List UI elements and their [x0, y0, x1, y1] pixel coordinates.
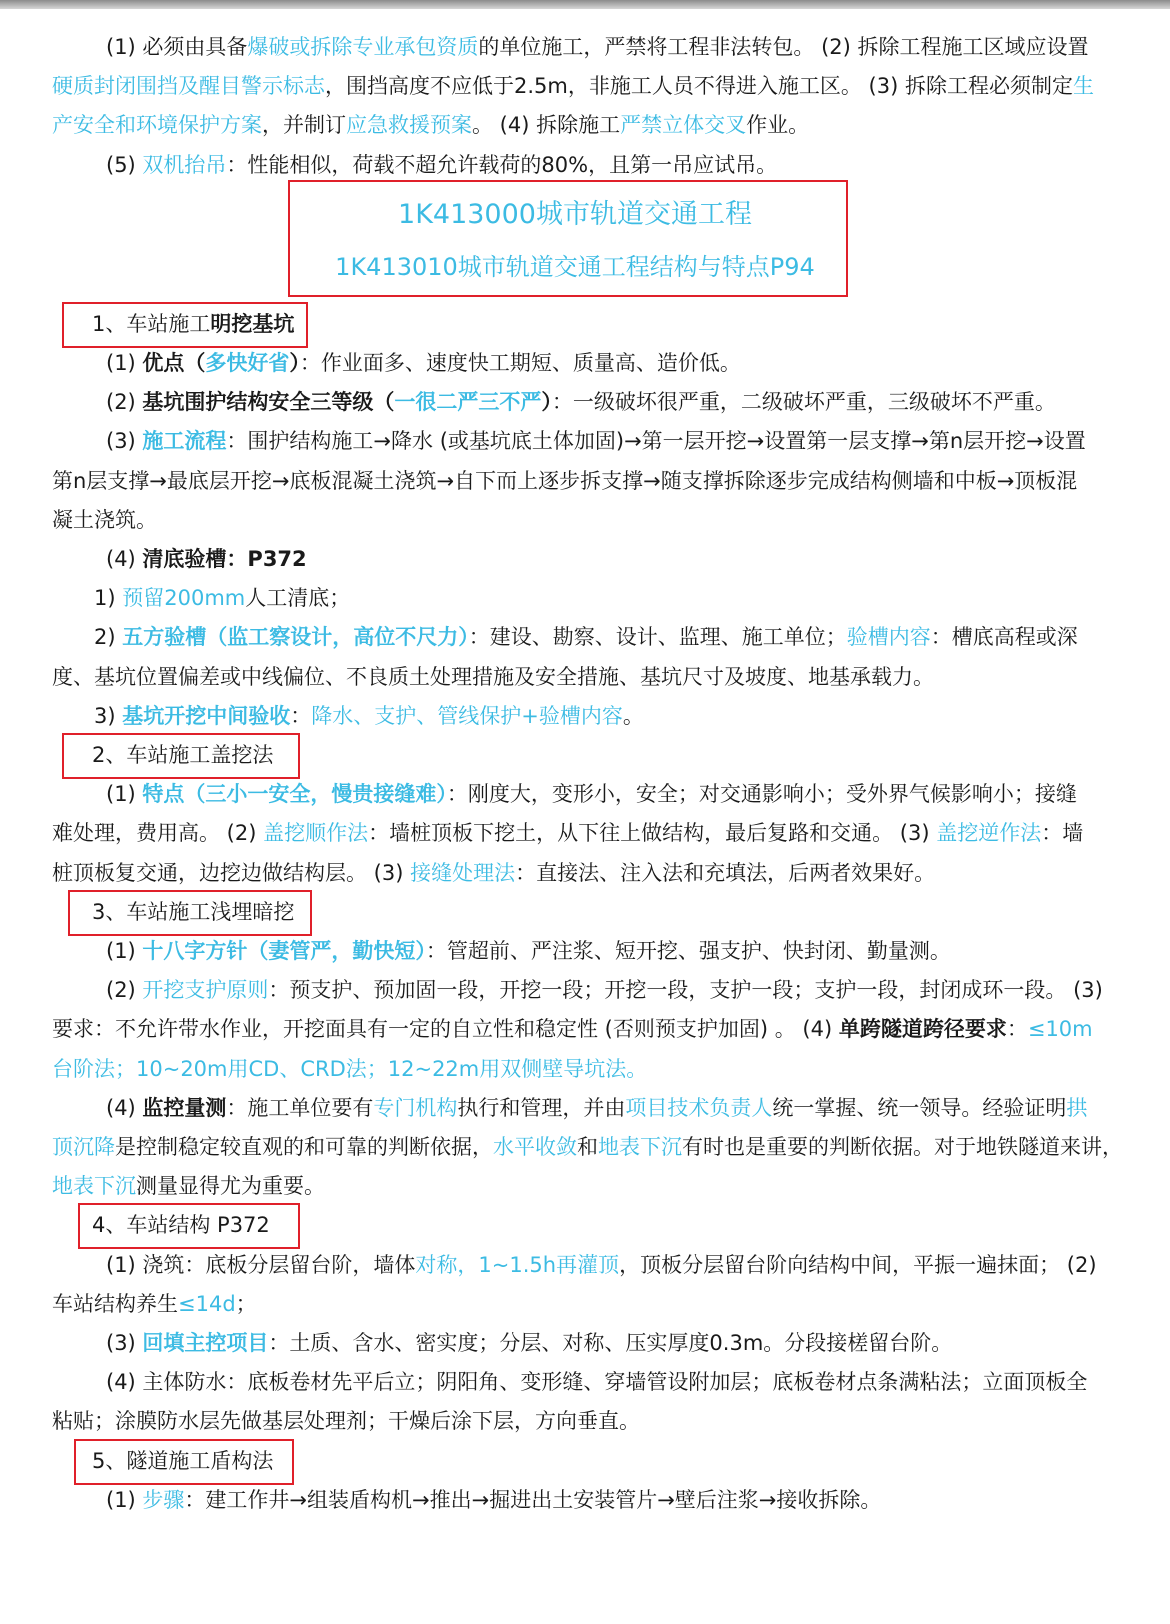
heading-4: 4、车站结构 P372	[52, 1206, 1098, 1245]
paragraph-line: 第n层支撑→最底层开挖→底板混凝土浇筑→自下而上逐步拆支撑→随支撑拆除逐步完成结构侧墙和中板→顶板混	[52, 468, 1078, 493]
paragraph-line: 车站结构养生≤14d；	[52, 1291, 257, 1316]
paragraph-line: (1) 浇筑：底板分层留台阶，墙体对称，1~1.5h再灌顶，顶板分层留台阶向结构中间，平振一遍抹面； (2)	[106, 1252, 1097, 1277]
heading-5: 5、隧道施工盾构法	[52, 1442, 1098, 1481]
paragraph-line: 2) 五方验槽（监工察设计，高位不尺力）：建设、勘察、设计、监理、施工单位；验槽内容：槽底高程或深	[94, 625, 1078, 650]
paragraph-line: 3) 基坑开挖中间验收：降水、支护、管线保护+验槽内容。	[94, 703, 644, 728]
paragraph-line: (2) 开挖支护原则：预支护、预加固一段，开挖一段；开挖一段，支护一段；支护一段，封闭成环一段。 (3)	[106, 978, 1103, 1003]
paragraph-line: (4) 清底验槽：P372	[106, 547, 307, 572]
paragraph-line: (3) 回填主控项目：土质、含水、密实度；分层、对称、压实厚度0.3m。分段接槎留台阶。	[106, 1331, 953, 1356]
document-page	[52, 28, 1123, 1520]
heading-1: 1、车站施工明挖基坑	[52, 305, 1098, 344]
paragraph-line: (4) 主体防水：底板卷材先平后立；阴阳角、变形缝、穿墙管设附加层；底板卷材点条满粘法；立面顶板全	[106, 1370, 1088, 1395]
paragraph-line: (1) 十八字方针（妻管严，勤快短）：管超前、严注浆、短开挖、强支护、快封闭、勤量测。	[106, 939, 951, 964]
paragraph-line: (4) 监控量测：施工单位要有专门机构执行和管理，并由项目技术负责人统一掌握、统一领导。经验证明拱	[106, 1095, 1088, 1120]
paragraph-line: (1) 步骤：建工作井→组装盾构机→推出→掘进出土安装管片→壁后注浆→接收拆除。	[106, 1487, 882, 1512]
paragraph-line: (1) 必须由具备爆破或拆除专业承包资质的单位施工，严禁将工程非法转包。 (2) 拆除工程施工区域应设置	[106, 35, 1089, 59]
paragraph-line: (2) 基坑围护结构安全三等级（一很二严三不严）：一级破坏很严重，二级破坏严重，三级破坏不严重。	[106, 390, 1056, 415]
paragraph-line: 度、基坑位置偏差或中线偏位、不良质土处理措施及安全措施、基坑尺寸及坡度、地基承载力。	[52, 664, 934, 689]
top-scroll-edge	[0, 0, 1170, 9]
heading-2: 2、车站施工盖挖法	[52, 736, 1098, 775]
paragraph-line: 产安全和环境保护方案，并制订应急救援预案。 (4) 拆除施工严禁立体交叉作业。	[52, 113, 810, 138]
paragraph-line: 凝土浇筑。	[52, 507, 157, 532]
paragraph-line: 顶沉降是控制稳定较直观的和可靠的判断依据，水平收敛和地表下沉有时也是重要的判断依据。对于地铁隧道来讲，	[52, 1135, 1123, 1160]
chapter-title: 1K413000城市轨道交通工程	[398, 198, 752, 230]
section-title: 1K413010城市轨道交通工程结构与特点P94	[335, 252, 815, 281]
paragraph-line: 1) 预留200mm人工清底；	[94, 586, 351, 611]
paragraph-line: 硬质封闭围挡及醒目警示标志，围挡高度不应低于2.5m，非施工人员不得进入施工区。 (3) 拆除工程必须制定生	[52, 74, 1094, 99]
paragraph-line: 粘贴；涂膜防水层先做基层处理剂；干燥后涂下层，方向垂直。	[52, 1409, 640, 1434]
paragraph-line: (5) 双机抬吊：性能相似，荷载不超允许载荷的80%，且第一吊应试吊。	[106, 152, 778, 177]
chapter-heading-block	[52, 185, 1098, 303]
paragraph-line: 要求：不允许带水作业，开挖面具有一定的自立性和稳定性 (否则预支护加固) 。 (4) 单跨隧道跨径要求：≤10m	[52, 1017, 1093, 1042]
heading-3: 3、车站施工浅埋暗挖	[52, 893, 1098, 932]
paragraph-line: (1) 特点（三小一安全，慢贵接缝难）：刚度大，变形小，安全；对交通影响小；受外界气候影响小；接缝	[106, 782, 1077, 807]
paragraph-line: 台阶法；10~20m用CD、CRD法；12~22m用双侧壁导坑法。	[52, 1056, 648, 1081]
paragraph-line: 地表下沉测量显得尤为重要。	[52, 1174, 325, 1199]
paragraph-line: (3) 施工流程：围护结构施工→降水 (或基坑底土体加固)→第一层开挖→设置第一层支撑→第n层开挖→设置	[106, 429, 1086, 454]
paragraph-line: (1) 优点（多快好省）：作业面多、速度快工期短、质量高、造价低。	[106, 351, 741, 375]
paragraph-line: 桩顶板复交通，边挖边做结构层。 (3) 接缝处理法：直接法、注入法和充填法，后两者效果好。	[52, 860, 936, 885]
paragraph-line: 难处理，费用高。 (2) 盖挖顺作法：墙桩顶板下挖土，从下往上做结构，最后复路和交通。 (3) 盖挖逆作法：墙	[52, 821, 1084, 846]
